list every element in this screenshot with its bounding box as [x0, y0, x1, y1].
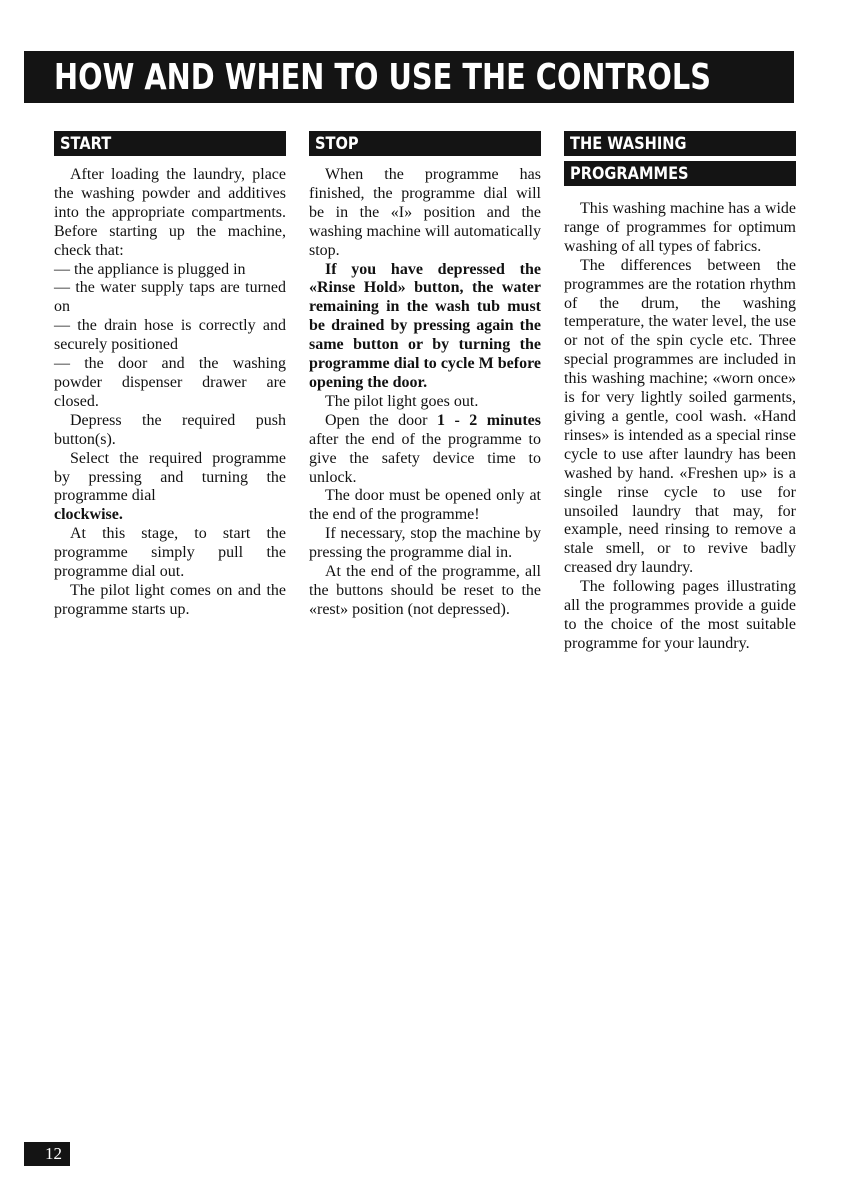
start-paragraph: The pilot light comes on and the programme starts up.: [54, 581, 286, 618]
stop-paragraph: The pilot light goes out.: [325, 392, 479, 410]
stop-section: [309, 131, 541, 620]
programmes-paragraph: This washing machine has a wide range of programmes for optimum washing of all types of fabrics.: [564, 200, 796, 255]
stop-warning: If you have depressed the «Rinse Hold» button, the water remaining in the wash tub must be drained by pressing again the same button or by turning the programme dial to cycle M before opening the door.: [309, 260, 541, 391]
stop-open-door-text: Open the door: [325, 411, 428, 429]
programmes-heading-line1: THE WASHING: [570, 133, 687, 154]
programmes-paragraph: The following pages illustrating all the programmes provide a guide to the choice of the most suitable programme for your laundry.: [564, 578, 796, 652]
start-heading-bar: [54, 131, 286, 156]
start-paragraph: Select the required programme by pressing and turning the programme dial: [54, 449, 286, 505]
stop-paragraph: If necessary, stop the machine by pressing the programme dial in.: [309, 525, 541, 562]
stop-paragraph: When the programme has finished, the programme dial will be in the «I» position and the washing machine will automatically stop.: [309, 166, 541, 259]
stop-paragraph: [309, 412, 541, 488]
programmes-section: [564, 131, 796, 654]
start-paragraph: At this stage, to start the programme simply pull the programme dial out.: [54, 525, 286, 581]
stop-heading: STOP: [315, 133, 359, 154]
start-paragraph: Depress the required push button(s).: [54, 411, 286, 448]
programmes-heading-bar: [564, 131, 796, 156]
stop-paragraph: At the end of the programme, all the buttons should be reset to the «rest» position (not depressed).: [309, 563, 541, 618]
start-section: [54, 131, 286, 620]
start-check-item: — the drain hose is correctly and securely positioned: [54, 317, 286, 354]
programmes-heading-line2: PROGRAMMES: [570, 163, 689, 184]
stop-heading-bar: [309, 131, 541, 156]
start-check-item: — the appliance is plugged in: [54, 260, 246, 278]
programmes-heading-bar: [564, 161, 796, 186]
stop-wait-time: 1 - 2 minutes: [436, 411, 541, 429]
start-heading: START: [60, 133, 112, 154]
stop-open-door-rest: after the end of the programme to give the safety device time to unlock.: [309, 430, 541, 486]
start-paragraph: After loading the laundry, place the washing powder and additives into the appropriate compartments. Before starting up the machine, check that:: [54, 166, 286, 259]
page-number: 12: [24, 1142, 70, 1166]
programmes-paragraph: The differences between the programmes are the rotation rhythm of the drum, the washing temperature, the water level, the use or not of the spin cycle etc. Three special programmes are included in this washing machine; «worn once» is for very lightly soiled garments, giving a gentle, cool wash. «Hand rinses» is intended as a special rinse cycle to use after laundry has been washed by hand. «Freshen up» is a single rinse cycle to use for unsoiled laundry that may, for example, need rinsing to remove a stale smell, or to revive badly creased dry laundry.: [564, 256, 796, 577]
start-emphasis: clockwise.: [54, 506, 123, 524]
start-check-item: — the water supply taps are turned on: [54, 279, 286, 316]
title-banner: [24, 51, 794, 103]
stop-paragraph: The door must be opened only at the end of the programme!: [309, 487, 541, 524]
page-title: HOW AND WHEN TO USE THE CONTROLS: [54, 56, 711, 98]
start-check-item: — the door and the washing powder dispenser drawer are closed.: [54, 355, 286, 410]
